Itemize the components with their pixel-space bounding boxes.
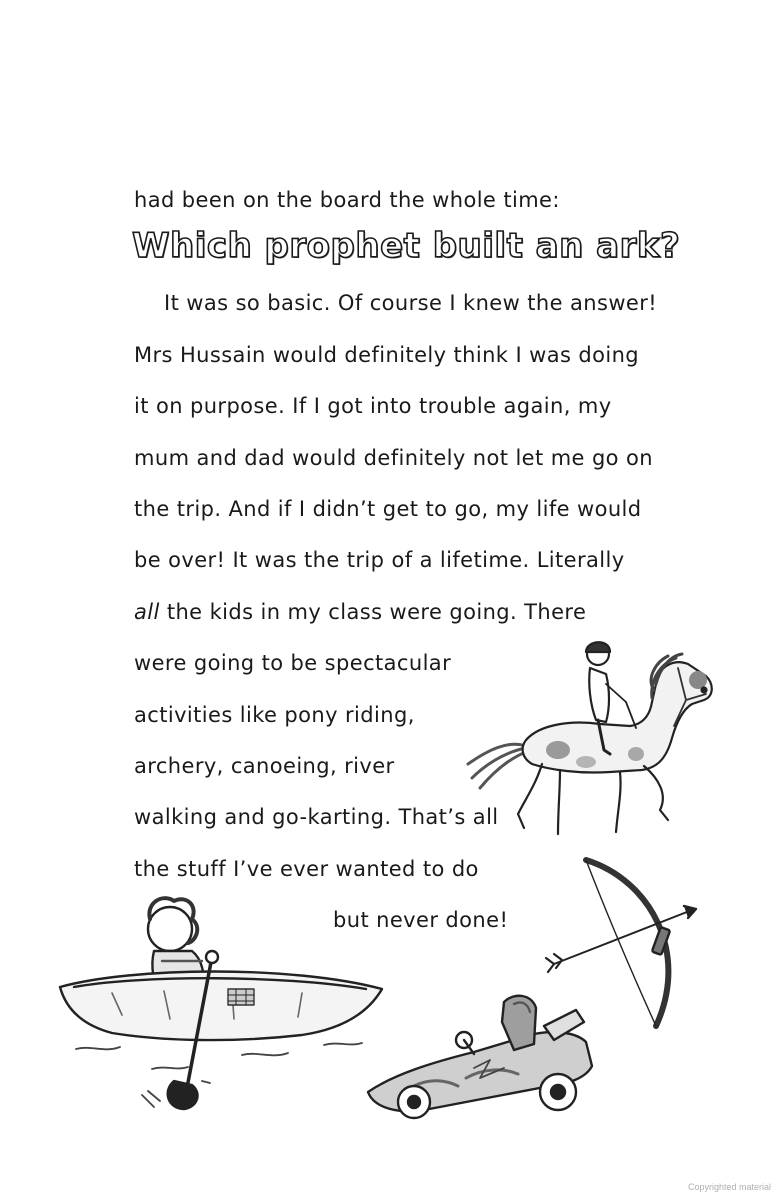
text-line-12: walking and go-karting. That’s all — [134, 805, 499, 829]
text-line-6: the trip. And if I didn’t get to go, my life would — [134, 497, 642, 521]
emphasis-word: all — [134, 600, 160, 624]
canoe-icon — [52, 895, 392, 1125]
go-kart-icon — [354, 982, 604, 1132]
text-line-7: be over! It was the trip of a lifetime. Literally — [134, 548, 625, 572]
question-heading: Which prophet built an ark? — [132, 226, 681, 266]
text-line-4: it on purpose. If I got into trouble again, my — [134, 394, 612, 418]
text-line-2: It was so basic. Of course I knew the answer! — [164, 291, 658, 315]
text-line-8-rest: the kids in my class were going. There — [166, 600, 587, 624]
text-line-1: had been on the board the whole time: — [134, 188, 560, 212]
copyright-notice: Copyrighted material — [687, 1182, 771, 1192]
text-line-8 — [134, 598, 586, 626]
text-line-9: were going to be spectacular — [134, 651, 452, 675]
text-line-5: mum and dad would definitely not let me go on — [134, 446, 653, 470]
text-line-10: activities like pony riding, — [134, 703, 415, 727]
text-line-13: the stuff I’ve ever wanted to do — [134, 857, 479, 881]
text-line-3: Mrs Hussain would definitely think I was doing — [134, 343, 640, 367]
horse-rider-icon — [460, 628, 720, 843]
text-line-14: but never done! — [333, 908, 509, 932]
text-line-11: archery, canoeing, river — [134, 754, 395, 778]
